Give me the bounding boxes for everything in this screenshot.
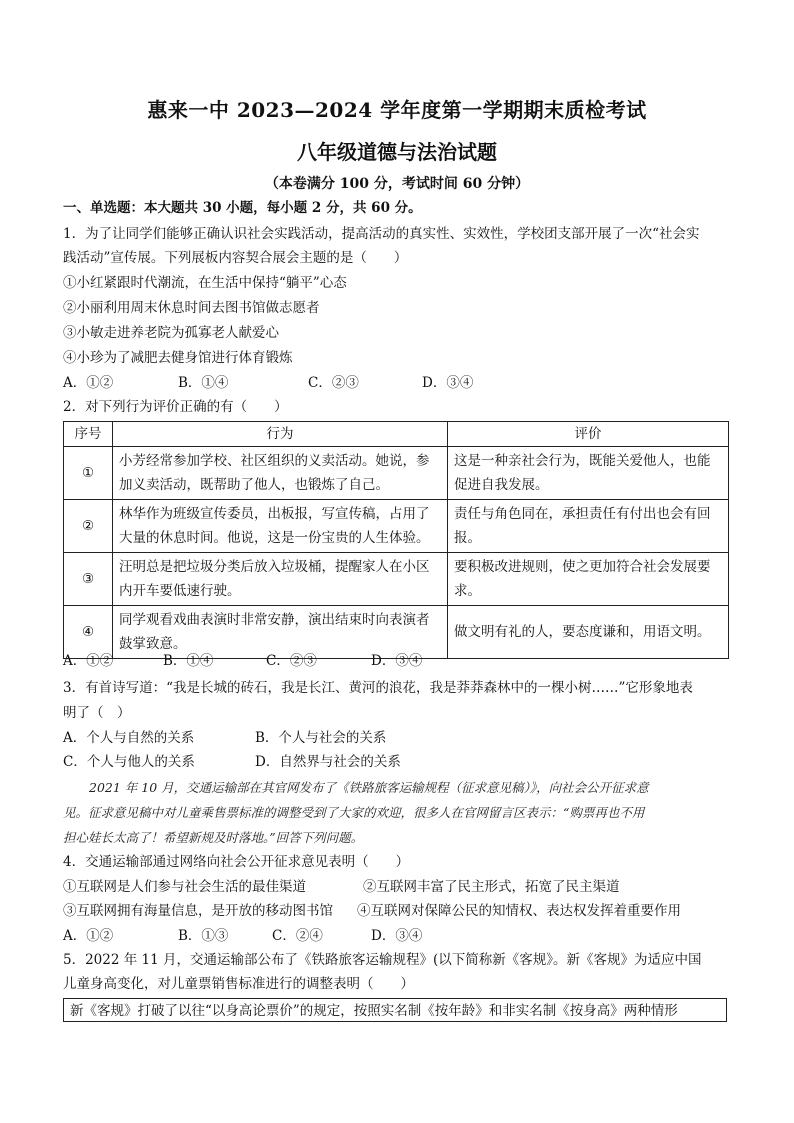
q2-row-num: ①: [64, 447, 113, 500]
q2-row-eval: 要积极改进规则，使之更加符合社会发展要求。: [448, 553, 729, 606]
q4-option-b[interactable]: B．①③: [178, 928, 229, 944]
q2-row-num: ③: [64, 553, 113, 606]
q2-row-num: ④: [64, 606, 113, 659]
q3-stem-line1: 3．有首诗写道：“我是长城的砖石，我是长江、黄河的浪花，我是莽莽森林中的一棵小树……”它形象地表: [63, 680, 693, 696]
passage-line2: 见。征求意见稿中对儿童乘售票标准的调整受到了大家的欢迎，很多人在官网留言区表示：“购票再也不用: [63, 805, 645, 820]
table-row: [64, 553, 729, 606]
q2-row-eval: 责任与角色同在，承担责任有付出也会有回报。: [448, 500, 729, 553]
q2-stem: 2．对下列行为评价正确的有（ ）: [63, 399, 288, 415]
q4-item-3: ③互联网拥有海量信息，是开放的移动图书馆: [63, 903, 333, 919]
table-row: [64, 447, 729, 500]
q2-row-eval: 这是一种亲社会行为，既能关爱他人，也能促进自我发展。: [448, 447, 729, 500]
q4-option-c[interactable]: C．②④: [272, 928, 323, 944]
table-row: [64, 500, 729, 553]
exam-note: （本卷满分 100 分，考试时间 60 分钟）: [264, 176, 530, 192]
q1-option-b[interactable]: B．①④: [178, 375, 229, 391]
q2-option-b[interactable]: B．①④: [163, 653, 214, 669]
q4-item-2: ②互联网丰富了民主形式，拓宽了民主渠道: [363, 879, 620, 895]
q2-header-num: 序号: [64, 422, 113, 447]
q2-table: [63, 421, 729, 659]
section-heading: 一、单选题：本大题共 30 小题，每小题 2 分，共 60 分。: [63, 200, 422, 216]
q2-option-d[interactable]: D．③④: [371, 653, 423, 669]
q4-item-1: ①互联网是人们参与社会生活的最佳渠道: [63, 879, 306, 895]
q2-row-act: 同学观看戏曲表演时非常安静，演出结束时向表演者鼓掌致意。: [113, 606, 448, 659]
q4-option-a[interactable]: A．①②: [63, 928, 114, 944]
q3-stem-line2: 明了（ ）: [63, 705, 131, 721]
q2-row-num: ②: [64, 500, 113, 553]
q2-option-c[interactable]: C．②③: [266, 653, 317, 669]
q2-option-a[interactable]: A．①②: [63, 653, 114, 669]
q2-header-eval: 评价: [448, 422, 729, 447]
exam-subject: 八年级道德与法治试题: [297, 140, 497, 164]
q2-row-act: 汪明总是把垃圾分类后放入垃圾桶，提醒家人在小区内开车要低速行驶。: [113, 553, 448, 606]
q3-option-b[interactable]: B．个人与社会的关系: [255, 730, 387, 746]
q1-item-3: ③小敏走进养老院为孤寡老人献爱心: [63, 325, 279, 341]
q1-item-2: ②小丽利用周末休息时间去图书馆做志愿者: [63, 300, 320, 316]
q1-option-c[interactable]: C．②③: [308, 375, 359, 391]
q4-stem: 4．交通运输部通过网络向社会公开征求意见表明（ ）: [63, 854, 410, 870]
q1-stem-line2: 践活动”宣传展。下列展板内容契合展会主题的是（ ）: [63, 250, 408, 266]
q1-option-a[interactable]: A．①②: [63, 375, 114, 391]
q2-row-act: 林华作为班级宣传委员，出板报，写宣传稿，占用了大量的休息时间。他说，这是一份宝贵的人生体验。: [113, 500, 448, 553]
q3-option-d[interactable]: D．自然界与社会的关系: [255, 754, 401, 770]
q5-material-box: 新《客规》打破了以往“以身高论票价”的规定，按照实名制《按年龄》和非实名制《按身高》两种情形: [63, 998, 727, 1022]
q5-stem-line1: 5．2022 年 11 月，交通运输部公布了《铁路旅客运输规程》(以下简称新《客规》。新《客规》为适应中国: [63, 952, 702, 968]
q2-header-row: [64, 422, 729, 447]
q1-stem-line1: 1．为了让同学们能够正确认识社会实践活动，提高活动的真实性、实效性，学校团支部开展了一次“社会实: [63, 226, 700, 242]
q1-item-1: ①小红紧跟时代潮流，在生活中保持“躺平”心态: [63, 275, 347, 291]
q4-option-d[interactable]: D．③④: [371, 928, 423, 944]
q1-option-d[interactable]: D．③④: [422, 375, 474, 391]
q5-stem-line2: 儿童身高变化，对儿童票销售标准进行的调整表明（ ）: [63, 976, 414, 992]
exam-title: 惠来一中 2023—2024 学年度第一学期期末质检考试: [147, 98, 647, 122]
q3-option-c[interactable]: C．个人与他人的关系: [63, 754, 195, 770]
q2-row-act: 小芳经常参加学校、社区组织的义卖活动。她说，参加义卖活动，既帮助了他人，也锻炼了自己。: [113, 447, 448, 500]
q4-item-4: ④互联网对保障公民的知情权、表达权发挥着重要作用: [357, 903, 681, 919]
q2-row-eval: 做文明有礼的人，要态度谦和，用语文明。: [448, 606, 729, 659]
q1-item-4: ④小珍为了减肥去健身馆进行体育锻炼: [63, 350, 293, 366]
q2-header-act: 行为: [113, 422, 448, 447]
q3-option-a[interactable]: A．个人与自然的关系: [63, 730, 195, 746]
passage-line3: 担心娃长太高了！希望新规及时落地。”回答下列问题。: [63, 830, 364, 845]
passage-line1: 2021 年 10 月，交通运输部在其官网发布了《铁路旅客运输规程（征求意见稿）》，向社会公开征求意: [89, 780, 649, 795]
